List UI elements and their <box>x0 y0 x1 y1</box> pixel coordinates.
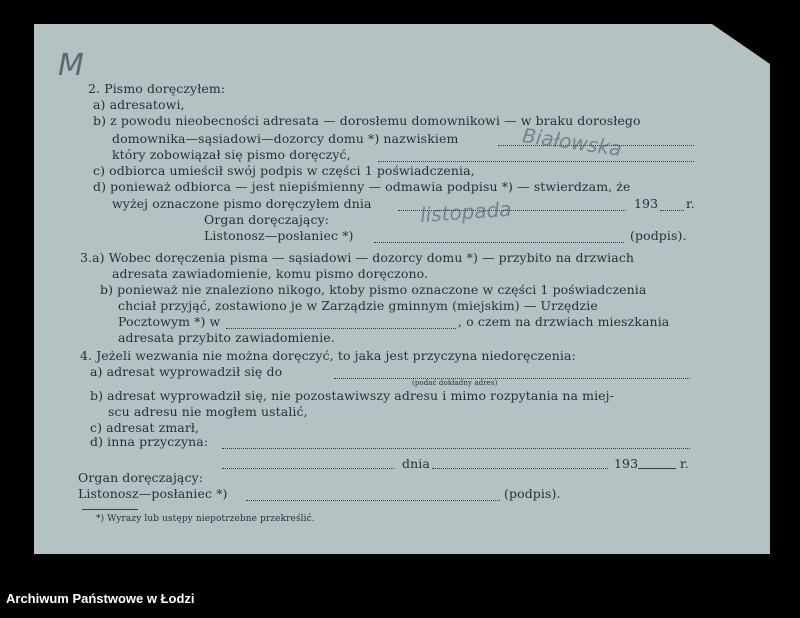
option-3b-cont2: Pocztowym *) w <box>118 314 221 329</box>
year-label: 193 <box>614 456 639 471</box>
option-3b-cont3: , o czem na drzwiach mieszkania <box>458 314 670 329</box>
section-4-heading: 4. Jeżeli wezwania nie można doręczyć, to jaka jest przyczyna niedoręczenia: <box>80 348 576 363</box>
footnote: *) Wyrazy lub ustępy niepotrzebne przekreślić. <box>96 514 315 524</box>
option-4d: d) inna przyczyna: <box>90 434 209 449</box>
new-address-note: (podać dokładny adres) <box>412 379 498 387</box>
organ-label-2: Organ doręczający: <box>78 470 204 485</box>
delivery-year-field <box>660 210 684 211</box>
surname-field <box>498 145 694 146</box>
option-3b-cont4: adresata przybito zawiadomienie. <box>118 330 335 345</box>
postman-signature-field-2 <box>246 500 500 501</box>
post-office-field <box>226 328 456 329</box>
postman-label-2: Listonosz—posłaniec *) <box>78 486 228 501</box>
delivery-date-field <box>398 210 626 211</box>
handwritten-month: listopada <box>419 196 513 228</box>
option-2d: d) ponieważ odbiorca — jest niepiśmienny — odmawia podpisu *) — stwierdzam, że <box>93 179 631 194</box>
handwritten-mark: M <box>58 48 84 83</box>
option-3a-cont: adresata zawiadomienie, komu pismo doręczono. <box>112 266 429 281</box>
handwritten-name: Białowska <box>520 123 624 161</box>
delivery-year-suffix: r. <box>686 196 695 211</box>
torn-corner <box>712 24 770 64</box>
date-label: dnia <box>402 456 430 471</box>
postman-signature-note: (podpis). <box>630 228 687 243</box>
delivery-year: 193 <box>634 196 659 211</box>
option-4a: a) adresat wyprowadził się do <box>90 364 283 379</box>
place-field <box>222 468 394 469</box>
postman-signature-note-2: (podpis). <box>504 486 561 501</box>
option-2a: a) adresatowi, <box>93 97 185 112</box>
postman-label: Listonosz—posłaniec *) <box>204 228 354 243</box>
other-reason-field <box>222 448 690 449</box>
option-2b-cont2: który zobowiązał się pismo doręczyć, <box>112 147 351 162</box>
date-field <box>432 468 608 469</box>
delivery-date-label: wyżej oznaczone pismo doręczyłem dnia <box>112 196 372 211</box>
postman-signature-field <box>374 242 624 243</box>
new-address-field <box>334 378 690 379</box>
option-4b-cont: scu adresu nie mogłem ustalić, <box>108 404 308 419</box>
organ-label: Organ doręczający: <box>204 212 330 227</box>
option-3b: b) ponieważ nie znaleziono nikogo, ktoby pismo oznaczone w części 1 poświadczenia <box>100 282 647 297</box>
option-3a: 3.a) Wobec doręczenia pisma — sąsiadowi — dozorcy domu *) — przybito na drzwiach <box>80 250 635 265</box>
archive-name: Archiwum Państwowe w Łodzi <box>6 591 195 606</box>
obligation-field <box>378 161 694 162</box>
footnote-rule <box>82 509 138 510</box>
option-4c: c) adresat zmarł, <box>90 420 200 435</box>
option-4b: b) adresat wyprowadził się, nie pozostawiwszy adresu i mimo rozpytania na miej- <box>90 388 614 403</box>
option-3b-cont: chciał przyjąć, zostawiono je w Zarządzie gminnym (miejskim) — Urzędzie <box>118 298 598 313</box>
option-2b-cont: domownika—sąsiadowi—dozorcy domu *) nazwiskiem <box>112 131 459 146</box>
year-suffix: r. <box>680 456 689 471</box>
option-2b: b) z powodu nieobecności adresata — dorosłemu domownikowi — w braku dorosłego <box>93 113 641 128</box>
option-2c: c) odbiorca umieścił swój podpis w części 1 poświadczenia, <box>93 163 475 178</box>
year-field <box>638 468 676 469</box>
section-2-heading: 2. Pismo doręczyłem: <box>88 81 226 96</box>
archive-footer <box>0 576 800 618</box>
